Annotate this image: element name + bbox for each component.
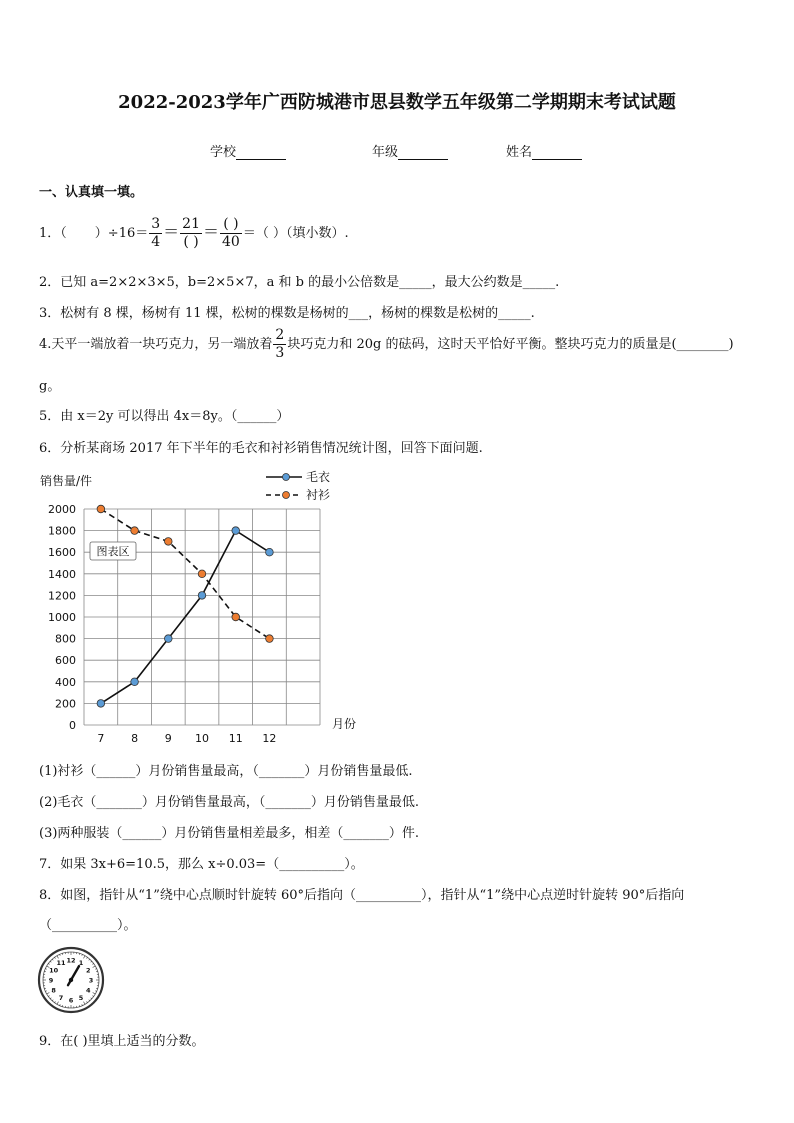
q4-fraction: $\frac{2}{3}$ (275, 327, 285, 361)
question-6-2: (2)毛衣（_______）月份销售量最高，（_______）月份销售量最低. (39, 795, 420, 810)
name-label: 姓名 (506, 145, 533, 160)
q4-unit: g。 (39, 379, 61, 394)
x-tick-label: 11 (228, 732, 243, 745)
y-tick-label: 1400 (48, 567, 76, 581)
q1-div: ）÷16＝ (94, 226, 149, 241)
q1-tail: ＝（ ）（填小数）. (242, 226, 349, 241)
shirt-point (232, 613, 240, 621)
question-2: 2．已知 a=2×2×3×5，b=2×5×7，a 和 b 的最小公倍数是_____，最大公约数是_____. (39, 275, 560, 290)
question-9: 9．在( )里填上适当的分数。 (39, 1034, 205, 1049)
legend-label: 毛衣 (306, 470, 331, 484)
chart-area-text: 图表区 (96, 545, 130, 558)
question-8-continued: （__________）。 (39, 918, 137, 933)
y-tick-label: 1600 (48, 546, 76, 560)
shirt-point (198, 570, 206, 578)
chart-x-ticks (97, 732, 276, 745)
shirt-point (266, 635, 274, 643)
x-tick-label: 8 (131, 732, 139, 745)
q1-fraction-1: $\frac{3}{4}$ (151, 216, 161, 250)
y-tick-label: 400 (55, 675, 76, 689)
sales-line-chart (30, 465, 370, 750)
q1-fraction-2: $\frac{21}{( )}$ (182, 216, 200, 250)
clock-number: 12 (66, 956, 76, 965)
q1-equals-2: ＝ (203, 222, 220, 241)
clock-number: 11 (56, 959, 66, 968)
y-tick-label: 1200 (48, 589, 76, 603)
clock-number: 7 (58, 993, 64, 1002)
legend-marker (283, 492, 290, 499)
q1-fraction-3: $\frac{( )}{40}$ (222, 216, 240, 250)
clock-number: 6 (68, 996, 74, 1005)
y-tick-label: 200 (55, 697, 76, 711)
sweater-point (266, 548, 274, 556)
question-1 (39, 212, 349, 254)
question-4 (39, 326, 734, 364)
question-8: 8．如图，指针从“1”绕中心点顺时针旋转 60°后指向（__________），指针从“1”绕中心点逆时针旋转 90°后指向 (39, 888, 685, 903)
clock-number: 10 (49, 966, 59, 975)
q1-equals-1: ＝ (163, 222, 180, 241)
question-6: 6．分析某商场 2017 年下半年的毛衣和衬衫销售情况统计图，回答下面问题. (39, 441, 483, 456)
grade-blank[interactable] (398, 145, 448, 160)
question-6-1: (1)衬衫（______）月份销售量最高，（_______）月份销售量最低. (39, 764, 413, 779)
x-tick-label: 9 (164, 732, 172, 745)
y-tick-label: 800 (55, 632, 76, 646)
y-tick-label: 600 (55, 654, 76, 668)
clock-number: 8 (51, 986, 56, 995)
name-field (506, 141, 582, 160)
sweater-point (97, 700, 105, 708)
chart-area-label (90, 542, 136, 560)
section-heading: 一、认真填一填。 (39, 185, 144, 200)
y-tick-label: 1800 (48, 524, 76, 538)
question-3: 3．松树有 8 棵，杨树有 11 棵，松树的棵数是杨树的___，杨树的棵数是松树的_____. (39, 306, 535, 321)
school-blank[interactable] (236, 145, 286, 160)
shirt-point (164, 538, 172, 546)
grade-label: 年级 (372, 145, 399, 160)
clock-number: 1 (78, 959, 84, 968)
chart-legend (266, 470, 330, 502)
x-tick-label: 10 (195, 732, 209, 745)
chart-y-ticks (48, 503, 76, 732)
q4-text-end: 块巧克力和 20g 的砝码，这时天平恰好平衡。整块巧克力的质量是(________) (287, 337, 734, 352)
clock-number: 3 (88, 976, 94, 985)
sweater-point (131, 678, 139, 686)
clock-number: 4 (86, 986, 91, 995)
legend-label: 衬衫 (306, 488, 331, 502)
page-title: 2022-2023学年广西防城港市思县数学五年级第二学期期末考试试题 (118, 92, 676, 113)
name-blank[interactable] (532, 145, 582, 160)
y-tick-label: 0 (69, 719, 76, 732)
q1-number: 1． (39, 226, 61, 241)
legend-marker (283, 474, 290, 481)
question-5: 5．由 x＝2y 可以得出 4x＝8y。（______） (39, 409, 290, 424)
shirt-point (97, 505, 105, 513)
clock-number: 2 (86, 966, 91, 975)
x-tick-label: 12 (262, 732, 277, 745)
sweater-point (232, 527, 240, 535)
q1-lparen: （ (60, 226, 67, 241)
shirt-point (131, 527, 139, 535)
sweater-point (198, 592, 206, 600)
school-label: 学校 (210, 145, 237, 160)
question-7: 7．如果 3x+6=10.5，那么 x÷0.03=（__________）。 (39, 857, 364, 872)
x-tick-label: 7 (97, 732, 105, 745)
q4-text-start: 4.天平一端放着一块巧克力，另一端放着 (39, 337, 273, 352)
chart-y-axis-label: 销售量/件 (40, 474, 93, 488)
clock-number: 9 (48, 976, 54, 985)
clock-number: 5 (78, 993, 84, 1002)
clock-figure (36, 945, 106, 1015)
grade-field (372, 141, 448, 160)
chart-grid (84, 509, 320, 725)
y-tick-label: 1000 (48, 611, 76, 624)
chart-x-axis-label: 月份 (332, 717, 357, 731)
question-6-3: (3)两种服装（______）月份销售量相差最多，相差（_______）件. (39, 826, 420, 841)
sweater-point (164, 635, 172, 643)
clock-center (69, 978, 73, 982)
school-field (210, 141, 286, 160)
y-tick-label: 2000 (48, 503, 76, 516)
